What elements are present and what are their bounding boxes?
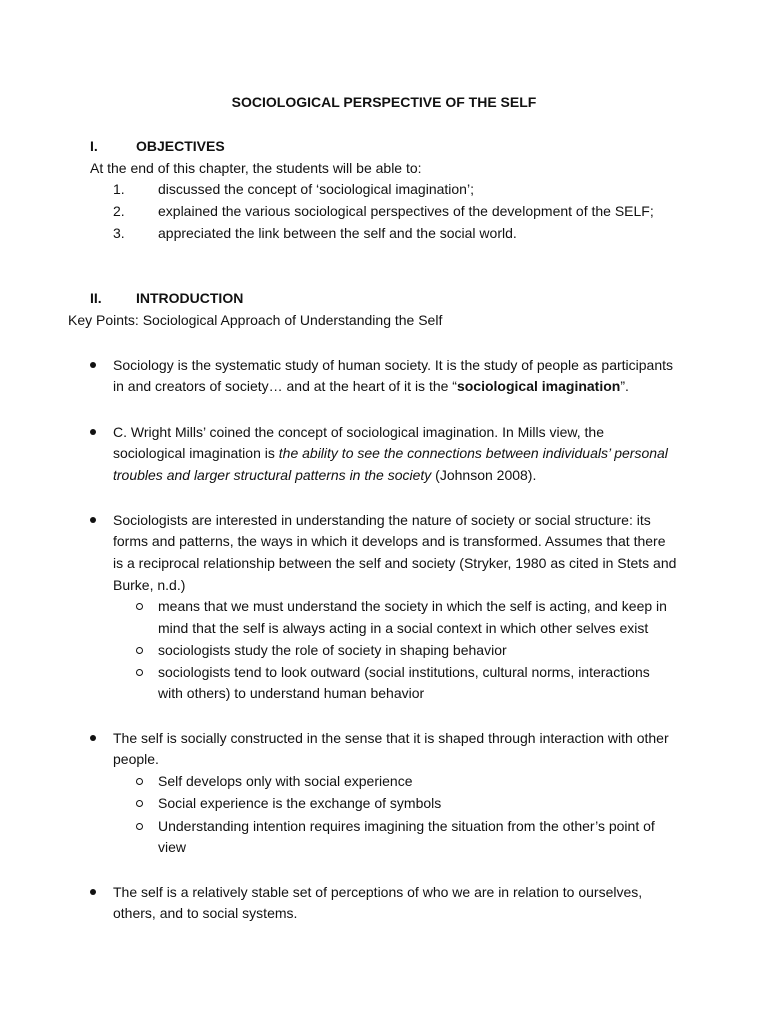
bullet5-line2: others, and to social systems.	[113, 905, 298, 921]
bullet3-sub3-line1: sociologists tend to look outward (social institutions, cultural norms, interactions	[158, 664, 650, 680]
sub-bullet-circle	[136, 669, 143, 676]
bullet1-line2	[113, 376, 629, 396]
objective-number-2: 2.	[113, 203, 125, 219]
bullet4-sub3-line2: view	[158, 839, 187, 855]
bullet1-emphasis: sociological imagination	[456, 378, 621, 394]
section-1-numeral: I.	[90, 138, 98, 154]
bullet3-line1: Sociologists are interested in understanding the nature of society or social structure: its	[113, 512, 651, 528]
bullet4-sub3-line1: Understanding intention requires imagining the situation from the other’s point of	[158, 818, 655, 834]
sub-bullet-circle	[136, 823, 143, 830]
bullet3-sub1-line2: mind that the self is always acting in a social context in which other selves exist	[158, 620, 649, 636]
objective-number-1: 1.	[113, 181, 125, 197]
bullet-dot	[90, 889, 96, 895]
bullet2-line3	[113, 465, 536, 485]
bullet1-line2-post: ”.	[620, 378, 629, 394]
bullet3-line4: Burke, n.d.)	[113, 577, 186, 593]
document-title: SOCIOLOGICAL PERSPECTIVE OF THE SELF	[231, 94, 537, 110]
sub-bullet-circle	[136, 800, 143, 807]
bullet-dot	[90, 517, 96, 523]
bullet2-line2	[113, 443, 668, 463]
bullet5-line1: The self is a relatively stable set of perceptions of who we are in relation to ourselves,	[113, 884, 643, 900]
bullet3-line3: is a reciprocal relationship between the self and society (Stryker, 1980 as cited in Stets and	[113, 555, 677, 571]
bullet3-sub3-line2: with others) to understand human behavior	[158, 685, 425, 701]
section-1-heading: OBJECTIVES	[136, 138, 225, 154]
bullet4-sub1-line1: Self develops only with social experience	[158, 773, 413, 789]
bullet-dot	[90, 735, 96, 741]
bullet2-line2-pre: sociological imagination is	[113, 445, 279, 461]
section-2-heading: INTRODUCTION	[136, 290, 244, 306]
sub-bullet-circle	[136, 778, 143, 785]
bullet3-line2: forms and patterns, the ways in which it develops and is transformed. Assumes that there	[113, 533, 666, 549]
bullet1-line1: Sociology is the systematic study of human society. It is the study of people as participants	[113, 357, 674, 373]
sub-bullet-circle	[136, 647, 143, 654]
bullet2-line1: C. Wright Mills’ coined the concept of sociological imagination. In Mills view, the	[113, 424, 604, 440]
bullet1-line2-pre: in and creators of society… and at the heart of it is the “	[113, 378, 457, 394]
bullet4-sub2-line1: Social experience is the exchange of symbols	[158, 795, 442, 811]
objectives-intro: At the end of this chapter, the students will be able to:	[90, 160, 422, 176]
key-points-line: Key Points: Sociological Approach of Understanding the Self	[68, 312, 443, 328]
objective-text-3: appreciated the link between the self and the social world.	[158, 225, 517, 241]
bullet2-italic-a: the ability to see the connections between individuals’ personal	[278, 445, 668, 461]
bullet3-sub1-line1: means that we must understand the society in which the self is acting, and keep in	[158, 598, 667, 614]
objective-number-3: 3.	[113, 225, 125, 241]
section-2-numeral: II.	[90, 290, 102, 306]
objective-text-2: explained the various sociological perspectives of the development of the SELF;	[158, 203, 654, 219]
bullet2-italic-b: troubles and larger structural patterns in the society	[113, 467, 432, 483]
bullet2-line3-post: (Johnson 2008).	[431, 467, 537, 483]
bullet-dot	[90, 362, 96, 368]
objective-text-1: discussed the concept of ‘sociological imagination’;	[158, 181, 474, 197]
sub-bullet-circle	[136, 603, 143, 610]
bullet4-line2: people.	[113, 751, 159, 767]
bullet-dot	[90, 429, 96, 435]
bullet4-line1: The self is socially constructed in the sense that it is shaped through interaction with other	[113, 730, 669, 746]
bullet3-sub2-line1: sociologists study the role of society in shaping behavior	[158, 642, 507, 658]
